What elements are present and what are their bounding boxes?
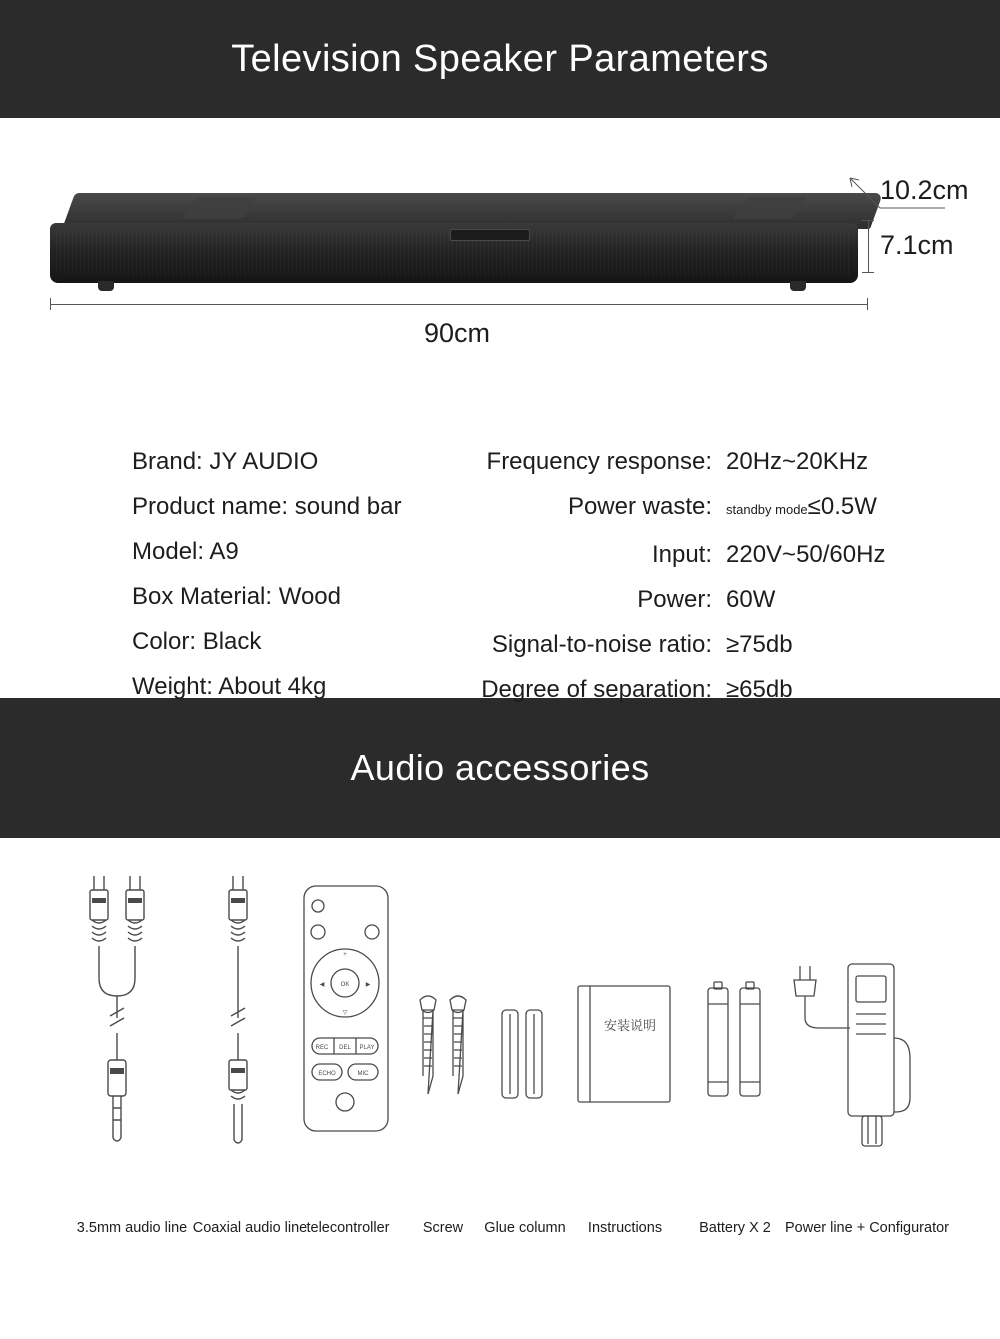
- spec-row-snr: [442, 629, 885, 661]
- spec-note-standby-mode: standby mode: [726, 502, 808, 517]
- width-tick-right: [867, 298, 868, 310]
- specs-column-left: [132, 446, 432, 698]
- power-adapter-icon: [790, 868, 930, 1158]
- spec-model: Model: A9: [132, 538, 239, 565]
- spec-value-power-waste-number: ≤0.5W: [807, 493, 877, 520]
- manual-booklet-icon: [570, 868, 680, 1158]
- accessory-caption-5: Instructions: [587, 1220, 663, 1236]
- spec-label-power: Power:: [637, 586, 712, 613]
- accessory-caption-1: Coaxial audio line: [192, 1220, 308, 1236]
- spec-color: Color: Black: [132, 628, 262, 655]
- spec-value-frequency-response: 20Hz~20KHz: [726, 448, 869, 475]
- spec-row-input: [442, 539, 885, 571]
- svg-text:+: +: [343, 952, 347, 958]
- remote-control-icon: [298, 868, 394, 1158]
- svg-text:REC: REC: [315, 1045, 329, 1051]
- spec-row-power: [442, 584, 885, 616]
- battery-icon: [700, 868, 770, 1158]
- spec-brand: Brand: JY AUDIO: [132, 448, 319, 475]
- spec-weight: Weight: About 4kg: [132, 673, 327, 700]
- height-tick-bottom: [862, 272, 874, 273]
- width-tick-left: [50, 298, 51, 310]
- accessory-caption-6: Battery X 2: [699, 1220, 771, 1236]
- soundbar-display-window: [450, 229, 530, 241]
- svg-text:ECHO: ECHO: [318, 1071, 336, 1077]
- manual-cover-text: 安装说明: [603, 1018, 657, 1033]
- product-image-section: [0, 118, 1000, 398]
- soundbar-illustration: [50, 193, 870, 303]
- accessory-power-line: [784, 868, 950, 1236]
- page-title: Television Speaker Parameters: [231, 37, 769, 80]
- accessory-caption-3: Screw: [422, 1220, 464, 1236]
- spec-label-snr: Signal-to-noise ratio:: [491, 631, 712, 658]
- accessory-battery: [699, 868, 771, 1236]
- width-dimension-line: [50, 304, 868, 305]
- svg-text:DEL: DEL: [339, 1045, 351, 1051]
- spec-label-frequency-response: Frequency response:: [486, 448, 712, 475]
- spec-label-input: Input:: [651, 541, 712, 568]
- screw-icon: [410, 868, 476, 1158]
- soundbar-foot-right: [790, 281, 806, 291]
- svg-text:PLAY: PLAY: [359, 1045, 375, 1051]
- height-dimension-label: 7.1cm: [880, 230, 954, 260]
- spec-value-power-waste: [726, 491, 877, 526]
- accessory-3.5mm-audio-line: [72, 868, 192, 1236]
- height-dimension-line: [868, 220, 869, 272]
- glue-column-icon: [492, 868, 552, 1158]
- accessory-glue-column: [484, 868, 566, 1236]
- specs-column-right: [442, 446, 886, 703]
- spec-box-material: Box Material: Wood: [132, 583, 341, 610]
- spec-row-separation: [442, 674, 885, 706]
- spec-value-power: 60W: [726, 586, 776, 613]
- spec-product-name: Product name: sound bar: [132, 493, 402, 520]
- header-banner: [0, 0, 1000, 118]
- rca-to-3.5mm-cable-icon: [72, 868, 192, 1158]
- height-tick-top: [862, 220, 874, 221]
- accessory-telecontroller: [298, 868, 394, 1236]
- spec-row-frequency-response: [442, 446, 885, 478]
- accessories-section: [0, 838, 1000, 1298]
- accessory-caption-7: Power line + Configurator: [784, 1220, 950, 1236]
- spec-label-separation: Degree of separation:: [481, 676, 712, 703]
- svg-text:◀: ◀: [319, 982, 325, 988]
- accessory-screw: [410, 868, 476, 1236]
- depth-dimension-label: 10.2cm: [880, 175, 969, 205]
- svg-text:OK: OK: [340, 982, 350, 988]
- accessories-row: [0, 868, 1000, 1236]
- accessories-title: Audio accessories: [350, 747, 650, 788]
- soundbar-top-panel-right: [732, 197, 808, 219]
- spec-label-power-waste: Power waste:: [567, 493, 712, 520]
- svg-text:MIC: MIC: [357, 1071, 369, 1077]
- accessory-caption-0: 3.5mm audio line: [76, 1220, 188, 1236]
- soundbar-top-panel-left: [182, 197, 258, 219]
- spec-value-input: 220V~50/60Hz: [726, 541, 886, 568]
- soundbar-foot-left: [98, 281, 114, 291]
- accessory-caption-2: telecontroller: [306, 1220, 390, 1236]
- svg-text:▶: ▶: [365, 982, 371, 988]
- accessories-banner: [0, 698, 1000, 838]
- width-dimension-label: 90cm: [424, 318, 491, 348]
- spec-row-power-waste: [442, 491, 885, 526]
- spec-value-snr: ≥75db: [726, 631, 793, 658]
- specifications-section: [0, 398, 1000, 703]
- accessory-caption-4: Glue column: [484, 1220, 566, 1236]
- coaxial-cable-icon: [205, 868, 295, 1158]
- accessory-coaxial-audio-line: [192, 868, 308, 1236]
- accessory-instructions: [570, 868, 680, 1236]
- spec-value-separation: ≥65db: [726, 676, 793, 703]
- svg-text:▽: ▽: [342, 1010, 348, 1016]
